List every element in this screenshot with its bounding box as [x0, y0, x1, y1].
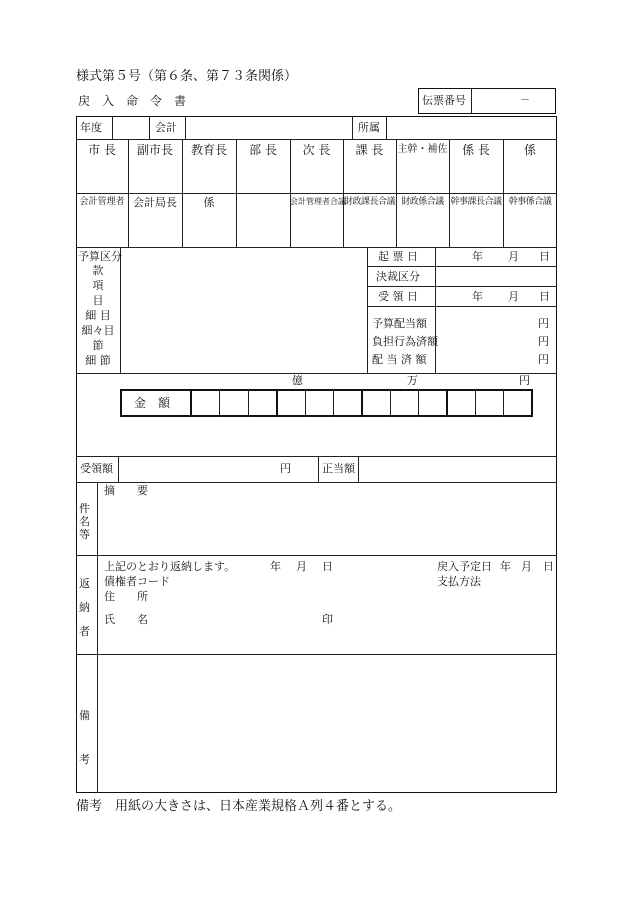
approver-staff: 係	[523, 143, 536, 157]
scheduled-return-year: 年	[500, 560, 511, 573]
return-year: 年	[270, 560, 281, 573]
approver-assistant: 主幹・補佐	[397, 144, 448, 155]
unit-man: 万	[407, 374, 418, 387]
form-title: 戻 入 命 令 書	[78, 94, 187, 108]
seal-mark: 印	[322, 613, 333, 626]
creditor-code-label: 債権者コード	[104, 575, 170, 588]
budget-category-label: 予算区分	[78, 250, 122, 263]
receipt-date-month: 月	[508, 290, 519, 303]
issue-date-day: 日	[539, 250, 550, 263]
proper-amount-label: 正当額	[322, 462, 355, 475]
decision-category-label: 決裁区分	[376, 270, 420, 283]
budget-kan-label: 款	[92, 264, 104, 277]
approver-unit-chief: 係 長	[462, 143, 490, 157]
account-label: 会計	[155, 121, 177, 134]
unit-oku: 億	[292, 374, 303, 387]
allocated-amount-yen: 円	[538, 353, 549, 366]
receipt-date-year: 年	[472, 290, 483, 303]
approver-accounting-manager: 会計管理者	[79, 197, 125, 207]
budget-moku-label: 目	[92, 294, 104, 307]
allocated-amount-label: 配 当 済 額	[372, 353, 427, 366]
approver-section-chief: 課 長	[355, 143, 384, 157]
summary-label: 摘 要	[104, 484, 148, 497]
issue-date-year: 年	[472, 250, 483, 263]
approver-accounting-manager-consult: 会計管理者合議	[290, 197, 346, 206]
scheduled-return-month: 月	[521, 560, 532, 573]
approver-superintendent: 教育長	[190, 143, 227, 157]
name-label: 氏 名	[104, 613, 148, 626]
approver-accounting-staff: 係	[203, 196, 215, 209]
address-label: 住 所	[104, 590, 148, 603]
budget-saimoku-label: 細 目	[85, 309, 111, 322]
budget-allotment-yen: 円	[538, 317, 549, 330]
committed-amount-yen: 円	[538, 335, 549, 348]
budget-setsu-label: 節	[92, 339, 104, 352]
return-month: 月	[296, 560, 307, 573]
approver-mayor: 市 長	[88, 143, 116, 157]
approver-accounting-bureau-chief: 会計局長	[133, 196, 177, 209]
remarks-side-label: 備考	[79, 709, 90, 766]
subject-side-label: 件名等	[79, 502, 90, 541]
budget-saisaimoku-label: 細々目	[81, 324, 115, 337]
slip-number-dash[interactable]: －	[520, 95, 530, 106]
slip-number-label: 伝票番号	[422, 94, 466, 107]
department-label: 所属	[358, 121, 380, 134]
form-frame	[76, 116, 557, 793]
approver-deputy-mayor: 副市長	[136, 143, 173, 157]
scheduled-return-label: 戻入予定日	[437, 560, 492, 573]
budget-saisetsu-label: 細 節	[85, 354, 111, 367]
receipt-date-label: 受 領 日	[378, 290, 418, 303]
amount-label: 金 額	[134, 396, 171, 410]
approver-finance-unit-consult: 財政係合議	[401, 197, 444, 207]
receipt-date-day: 日	[539, 290, 550, 303]
approver-finance-chief-consult: 財政課長合議	[343, 197, 395, 207]
unit-yen: 円	[519, 374, 530, 387]
issue-date-month: 月	[508, 250, 519, 263]
committed-amount-label: 負担行為済額	[372, 335, 438, 348]
scheduled-return-day: 日	[543, 560, 554, 573]
amount-box	[120, 389, 533, 417]
returner-side-label: 返納者	[79, 577, 90, 638]
footnote: 備考 用紙の大きさは、日本産業規格Ａ列４番とする。	[76, 799, 402, 814]
budget-kou-label: 項	[92, 279, 104, 292]
return-day: 日	[322, 560, 333, 573]
received-amount-label: 受領額	[80, 462, 113, 475]
received-amount-yen: 円	[280, 462, 291, 475]
payment-method-label: 支払方法	[437, 575, 481, 588]
approver-secretary-chief-consult: 幹事課長合議	[450, 197, 502, 207]
approver-director: 部 長	[249, 143, 277, 157]
approver-secretary-unit-consult: 幹事係合議	[508, 197, 552, 207]
issue-date-label: 起 票 日	[378, 250, 418, 263]
budget-allotment-label: 予算配当額	[372, 317, 427, 330]
form-header: 様式第５号（第６条、第７３条関係）	[76, 69, 298, 84]
return-statement: 上記のとおり返納します。	[104, 560, 236, 573]
approver-deputy-director: 次 長	[302, 143, 331, 157]
fiscal-year-label: 年度	[80, 121, 102, 134]
